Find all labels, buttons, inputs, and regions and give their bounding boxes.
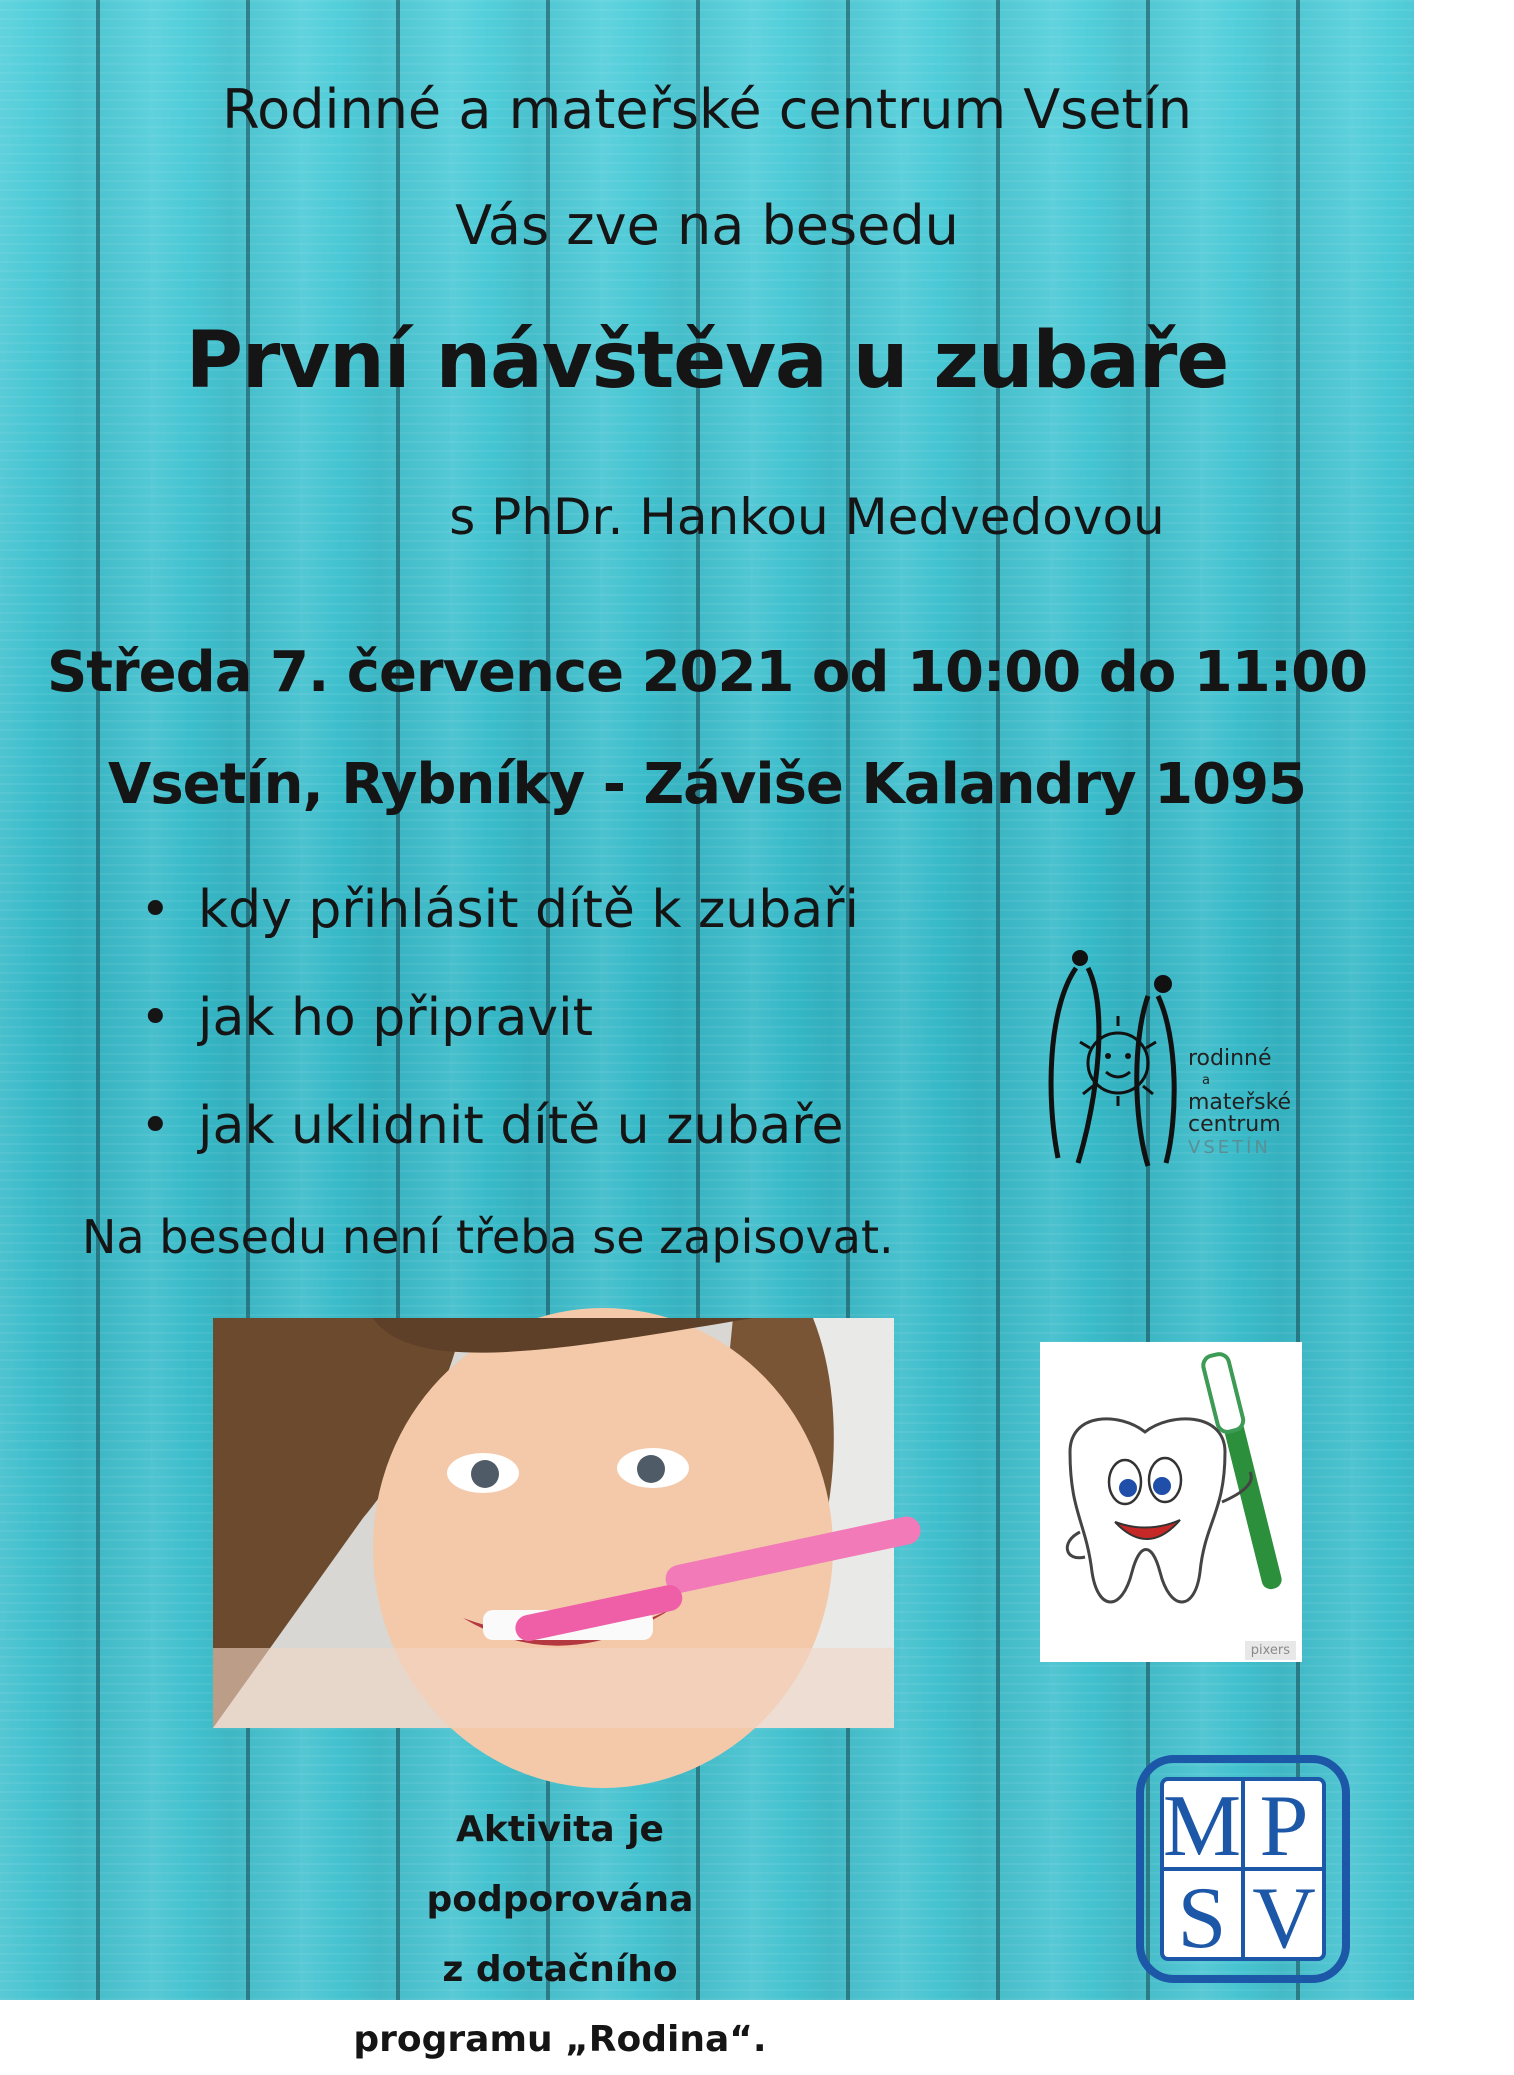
bullet-icon: •	[140, 1096, 171, 1156]
org-logo-mark	[1038, 948, 1188, 1178]
support-text	[340, 1795, 780, 2075]
mpsv-letter: P	[1259, 1778, 1309, 1875]
girl-brushing-teeth-image	[213, 1318, 894, 1728]
org-logo-line: VSETÍN	[1188, 1137, 1271, 1158]
tooth-cartoon-card	[1040, 1342, 1302, 1662]
tooth-cartoon-image	[1040, 1342, 1302, 1642]
mpsv-letter: S	[1177, 1870, 1227, 1967]
mpsv-logo	[1136, 1755, 1350, 1983]
topic-item	[140, 988, 859, 1096]
topic-text: kdy přihlásit dítě k zubaři	[198, 880, 859, 940]
support-line-2: z dotačního programu „Rodina“.	[353, 1949, 767, 2060]
event-title: První návštěva u zubaře	[185, 316, 1229, 406]
registration-note: Na besedu není třeba se zapisovat.	[82, 1210, 894, 1264]
topic-item	[140, 1096, 859, 1204]
org-logo-text	[1188, 1048, 1291, 1159]
child-photo	[213, 1318, 894, 1728]
event-address: Vsetín, Rybníky - Záviše Kalandry 1095	[108, 752, 1306, 817]
topic-text: jak ho připravit	[198, 988, 593, 1048]
mpsv-letter: V	[1252, 1870, 1316, 1967]
speaker-line: s PhDr. Hankou Medvedovou	[449, 488, 1165, 546]
org-logo-line: a	[1202, 1073, 1210, 1088]
org-logo-line: centrum	[1188, 1112, 1281, 1137]
org-logo	[1038, 948, 1338, 1178]
org-logo-line: rodinné	[1188, 1046, 1272, 1071]
bullet-icon: •	[140, 988, 171, 1048]
org-logo-line: mateřské	[1188, 1090, 1292, 1115]
topic-text: jak uklidnit dítě u zubaře	[198, 1096, 844, 1156]
support-line-1: Aktivita je podporována	[426, 1809, 694, 1920]
mpsv-logo-mark	[1136, 1755, 1350, 1983]
invite-line: Vás zve na besedu	[455, 194, 959, 257]
topic-list	[140, 880, 859, 1204]
event-datetime: Středa 7. července 2021 od 10:00 do 11:00	[46, 640, 1368, 705]
mpsv-letter: M	[1162, 1778, 1242, 1875]
organizer-title: Rodinné a mateřské centrum Vsetín	[222, 78, 1192, 141]
watermark-label: pixers	[1245, 1641, 1296, 1660]
bullet-icon: •	[140, 880, 171, 940]
topic-item	[140, 880, 859, 988]
